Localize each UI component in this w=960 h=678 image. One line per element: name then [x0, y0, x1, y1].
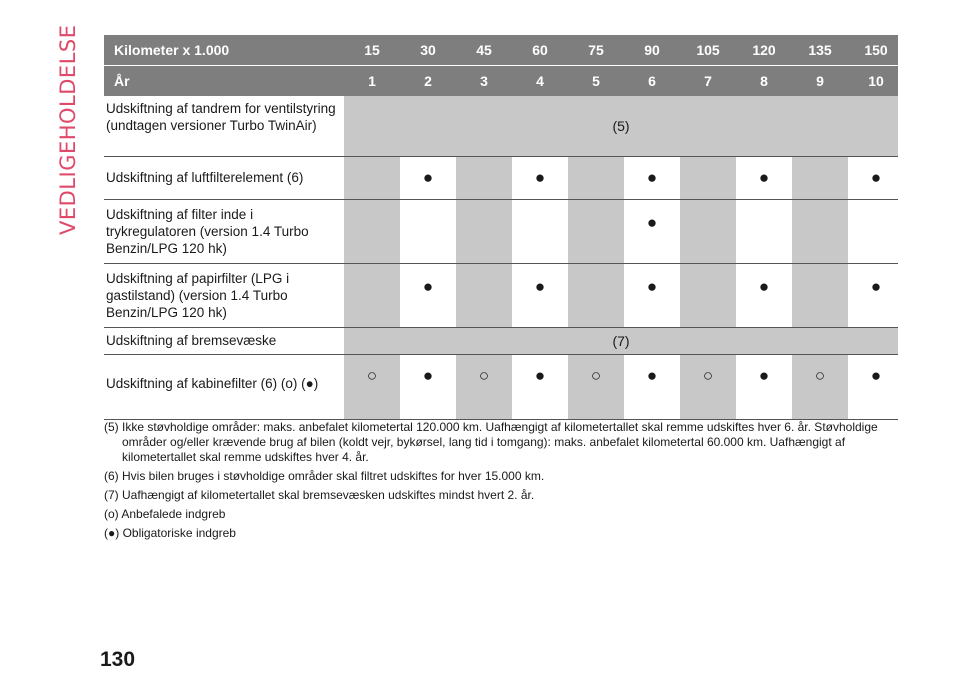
interval-cell — [736, 157, 792, 199]
interval-cell — [344, 264, 400, 327]
km-cell: 75 — [588, 42, 604, 58]
km-cell: 150 — [864, 42, 888, 58]
year-cell: 8 — [760, 73, 768, 89]
interval-cell — [736, 264, 792, 327]
interval-cell — [400, 200, 456, 263]
interval-note: (7) — [344, 328, 898, 354]
interval-note: (5) — [344, 96, 898, 156]
interval-mark: ● — [646, 213, 658, 232]
table-row — [104, 328, 898, 355]
interval-cell — [512, 200, 568, 263]
interval-mark: ● — [646, 366, 658, 385]
interval-cell — [736, 355, 792, 419]
km-label: Kilometer x 1.000 — [114, 42, 230, 58]
interval-mark: ● — [534, 277, 546, 296]
year-cell: 6 — [648, 73, 656, 89]
year-cell: 9 — [816, 73, 824, 89]
interval-cell — [456, 264, 512, 327]
interval-cell — [624, 264, 680, 327]
interval-mark: ○ — [366, 366, 378, 385]
year-cell: 5 — [592, 73, 600, 89]
footnote-5: (5) Ikke støvholdige områder: maks. anbefalet kilometertal 120.000 km. Uafhængigt af kilometertallet skal remme udskiftes hver 6. år. Støvholdige områder og/eller krævende brug af bilen (koldt vejr, bykørsel, lang tid i tomgang): maks. anbefalet kilometertal 60.000 km. Uafhængigt af kilometertallet skal remme udskiftes hver 4. år. — [104, 420, 878, 464]
year-cell: 7 — [704, 73, 712, 89]
interval-cell — [512, 264, 568, 327]
row-label: Udskiftning af bremsevæske — [106, 333, 277, 348]
interval-cell — [400, 264, 456, 327]
footnote-recommended: (o) Anbefalede indgreb — [104, 507, 226, 521]
section-title: VEDLIGEHOLDELSE — [56, 24, 80, 235]
interval-cell — [456, 355, 512, 419]
interval-mark: ● — [422, 168, 434, 187]
interval-cell — [624, 200, 680, 263]
interval-mark: ● — [870, 366, 882, 385]
year-cell: 4 — [536, 73, 544, 89]
footnote-6: (6) Hvis bilen bruges i støvholdige områder skal filtret udskiftes for hver 15.000 km. — [104, 469, 545, 483]
interval-cell — [680, 200, 736, 263]
interval-cell — [568, 200, 624, 263]
year-cell: 2 — [424, 73, 432, 89]
interval-mark: ● — [646, 277, 658, 296]
interval-cell — [736, 200, 792, 263]
year-cell: 1 — [368, 73, 376, 89]
interval-mark: ○ — [478, 366, 490, 385]
row-label: Udskiftning af filter inde i trykregulatoren (version 1.4 Turbo Benzin/LPG 120 hk) — [106, 207, 309, 256]
table-row — [104, 200, 898, 264]
interval-cell — [792, 264, 848, 327]
row-label: Udskiftning af kabinefilter (6) (o) (●) — [106, 376, 319, 391]
interval-cell — [512, 157, 568, 199]
interval-mark: ○ — [814, 366, 826, 385]
year-cell: 10 — [868, 73, 884, 89]
interval-cell — [512, 355, 568, 419]
interval-mark: ● — [758, 277, 770, 296]
interval-mark: ● — [758, 366, 770, 385]
interval-mark: ● — [422, 277, 434, 296]
interval-cell — [792, 200, 848, 263]
footnote-7: (7) Uafhængigt af kilometertallet skal bremsevæsken udskiftes mindst hvert 2. år. — [104, 488, 535, 502]
table-row — [104, 264, 898, 328]
table-row — [104, 96, 898, 157]
interval-mark: ● — [422, 366, 434, 385]
km-cell: 120 — [752, 42, 776, 58]
interval-cell — [848, 200, 904, 263]
header-row-km — [104, 35, 898, 65]
interval-cell — [848, 355, 904, 419]
interval-mark: ● — [758, 168, 770, 187]
interval-cell — [792, 355, 848, 419]
km-cell: 15 — [364, 42, 380, 58]
footnotes — [104, 420, 904, 545]
table-row — [104, 355, 898, 420]
km-cell: 105 — [696, 42, 720, 58]
year-cell: 3 — [480, 73, 488, 89]
table-row — [104, 157, 898, 200]
km-cell: 90 — [644, 42, 660, 58]
interval-cell — [456, 157, 512, 199]
row-label: Udskiftning af papirfilter (LPG i gastilstand) (version 1.4 Turbo Benzin/LPG 120 hk) — [106, 271, 290, 320]
page-number: 130 — [100, 648, 136, 671]
interval-mark: ● — [870, 168, 882, 187]
interval-cell — [400, 157, 456, 199]
km-cell: 45 — [476, 42, 492, 58]
interval-cell — [848, 157, 904, 199]
interval-cell — [400, 355, 456, 419]
interval-cell — [344, 355, 400, 419]
km-cell: 60 — [532, 42, 548, 58]
interval-cell — [680, 355, 736, 419]
interval-cell — [848, 264, 904, 327]
interval-cell — [624, 355, 680, 419]
km-cell: 30 — [420, 42, 436, 58]
interval-cell — [456, 200, 512, 263]
header-row-year — [104, 66, 898, 96]
interval-cell — [568, 355, 624, 419]
interval-cell — [680, 157, 736, 199]
interval-cell — [344, 200, 400, 263]
table-body — [104, 96, 898, 420]
footnote-mandatory: (●) Obligatoriske indgreb — [104, 526, 236, 540]
interval-mark: ● — [646, 168, 658, 187]
interval-cell — [624, 157, 680, 199]
interval-cell — [680, 264, 736, 327]
maintenance-table — [104, 35, 898, 420]
interval-mark: ○ — [702, 366, 714, 385]
row-label: Udskiftning af tandrem for ventilstyring (undtagen versioner Turbo TwinAir) — [106, 101, 336, 133]
interval-mark: ○ — [590, 366, 602, 385]
interval-cell — [568, 157, 624, 199]
interval-cell — [792, 157, 848, 199]
year-label: År — [114, 73, 130, 89]
interval-cell — [344, 157, 400, 199]
km-cell: 135 — [808, 42, 832, 58]
interval-cell — [568, 264, 624, 327]
interval-mark: ● — [870, 277, 882, 296]
interval-mark: ● — [534, 168, 546, 187]
interval-mark: ● — [534, 366, 546, 385]
row-label: Udskiftning af luftfilterelement (6) — [106, 170, 304, 185]
